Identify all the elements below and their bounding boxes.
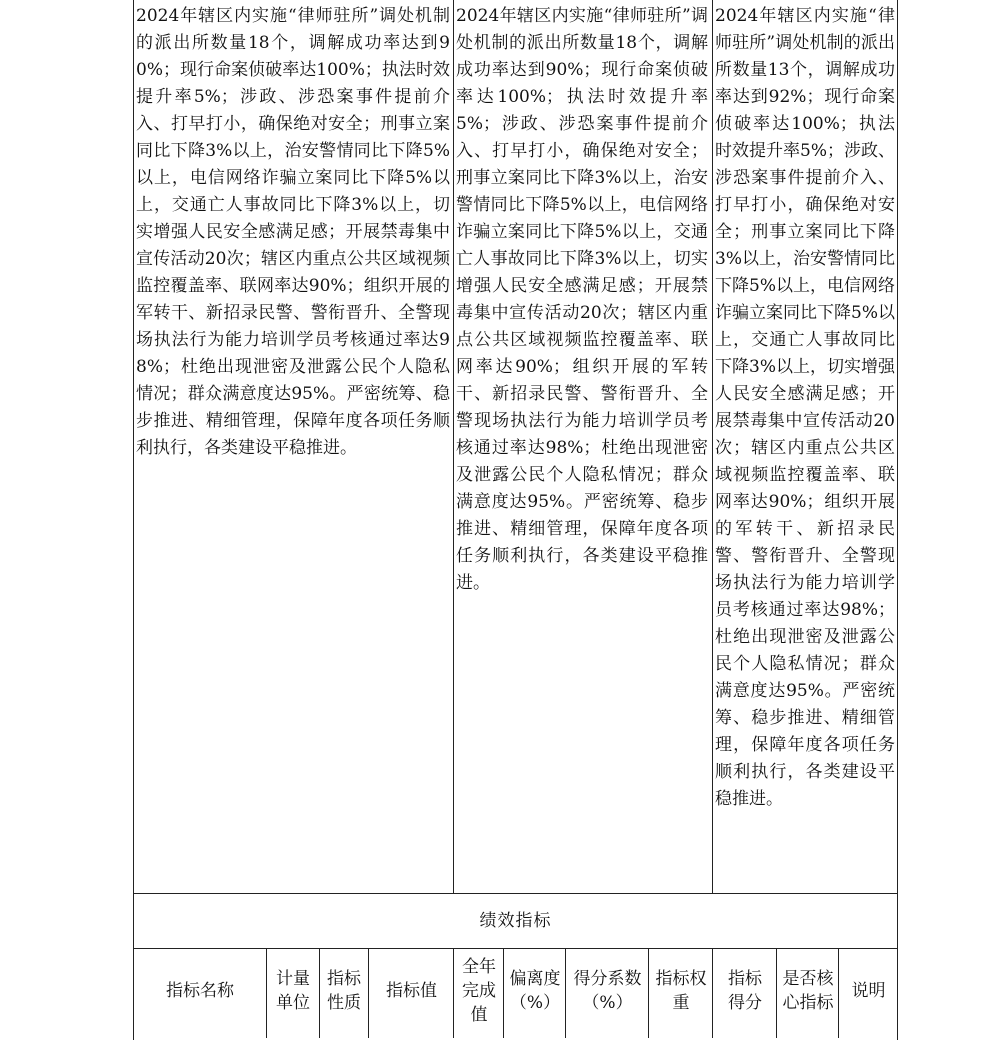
- header-deviation: 偏离度（%）: [509, 968, 561, 1013]
- header-score-coef: 得分系数（%）: [573, 968, 642, 1013]
- header-note: 说明: [851, 980, 886, 1001]
- divider-h2: [319, 948, 320, 1038]
- divider-h4: [453, 948, 454, 1038]
- divider-h5: [503, 948, 504, 1038]
- divider-h10: [838, 948, 839, 1038]
- target-text-col3: 2024年辖区内实施“律师驻所”调处机制的派出所数量13个，调解成功率达到92%；现行命案侦破率达100%；执法时效提升率5%；涉政、涉恐案事件提前介入、打早打小，确保绝对安全；刑事立案同比下降3%以上，治安警情同比下降5%以上，电信网络诈骗立案同比下降5%以上，交通亡人事故同比下降3%以上，切实增强人民安全感满足感；开展禁毒集中宣传活动20次；辖区内重点公共区域视频监控覆盖率、联网率达90%；组织开展的军转干、新招录民警、警衔晋升、全警现场执法行为能力培训学员考核通过率达98%；杜绝出现泄密及泄露公民个人隐私情况；群众满意度达95%。严密统筹、稳步推进、精细管理，保障年度各项任务顺利执行，各类建设平稳推进。: [715, 6, 895, 809]
- header-nature: 指标性质: [327, 968, 361, 1013]
- target-text-col2: 2024年辖区内实施“律师驻所”调处机制的派出所数量18个，调解成功率达到90%；现行命案侦破率达100%；执法时效提升率5%；涉政、涉恐案事件提前介入、打早打小，确保绝对安全；刑事立案同比下降3%以上，治安警情同比下降5%以上，电信网络诈骗立案同比下降5%以上，交通亡人事故同比下降3%以上，切实增强人民安全感满足感；开展禁毒集中宣传活动20次；辖区内重点公共区域视频监控覆盖率、联网率达90%；组织开展的军转干、新招录民警、警衔晋升、全警现场执法行为能力培训学员考核通过率达98%；杜绝出现泄密及泄露公民个人隐私情况；群众满意度达95%。严密统筹、稳步推进、精细管理，保障年度各项任务顺利执行，各类建设平稳推进。: [456, 6, 708, 593]
- header-indicator-name: 指标名称: [166, 980, 234, 1001]
- header-annual: 全年完成值: [462, 956, 496, 1025]
- divider-h7: [648, 948, 649, 1038]
- target-text-col1: 2024年辖区内实施“律师驻所”调处机制的派出所数量18个，调解成功率达到90%；现行命案侦破率达100%；执法时效提升率5%；涉政、涉恐案事件提前介入、打早打小，确保绝对安全；刑事立案同比下降3%以上，治安警情同比下降5%以上，电信网络诈骗立案同比下降5%以上，交通亡人事故同比下降3%以上，切实增强人民安全感满足感；开展禁毒集中宣传活动20次；辖区内重点公共区域视频监控覆盖率、联网率达90%；组织开展的军转干、新招录民警、警衔晋升、全警现场执法行为能力培训学员考核通过率达98%；杜绝出现泄密及泄露公民个人隐私情况；群众满意度达95%。严密统筹、稳步推进、精细管理，保障年度各项任务顺利执行，各类建设平稳推进。: [136, 6, 450, 458]
- header-score: 指标得分: [728, 968, 762, 1013]
- header-core: 是否核心指标: [782, 968, 834, 1013]
- divider-h8: [712, 948, 713, 1038]
- header-value: 指标值: [386, 980, 437, 1001]
- divider-h6: [565, 948, 566, 1038]
- divider-h9: [776, 948, 777, 1038]
- divider-h3: [368, 948, 369, 1038]
- header-weight: 指标权重: [655, 968, 707, 1013]
- divider-col2: [712, 0, 713, 894]
- section-title: 绩效指标: [479, 911, 552, 931]
- header-unit: 计量单位: [276, 968, 310, 1013]
- divider-h1: [266, 948, 267, 1038]
- divider-col1: [453, 0, 454, 894]
